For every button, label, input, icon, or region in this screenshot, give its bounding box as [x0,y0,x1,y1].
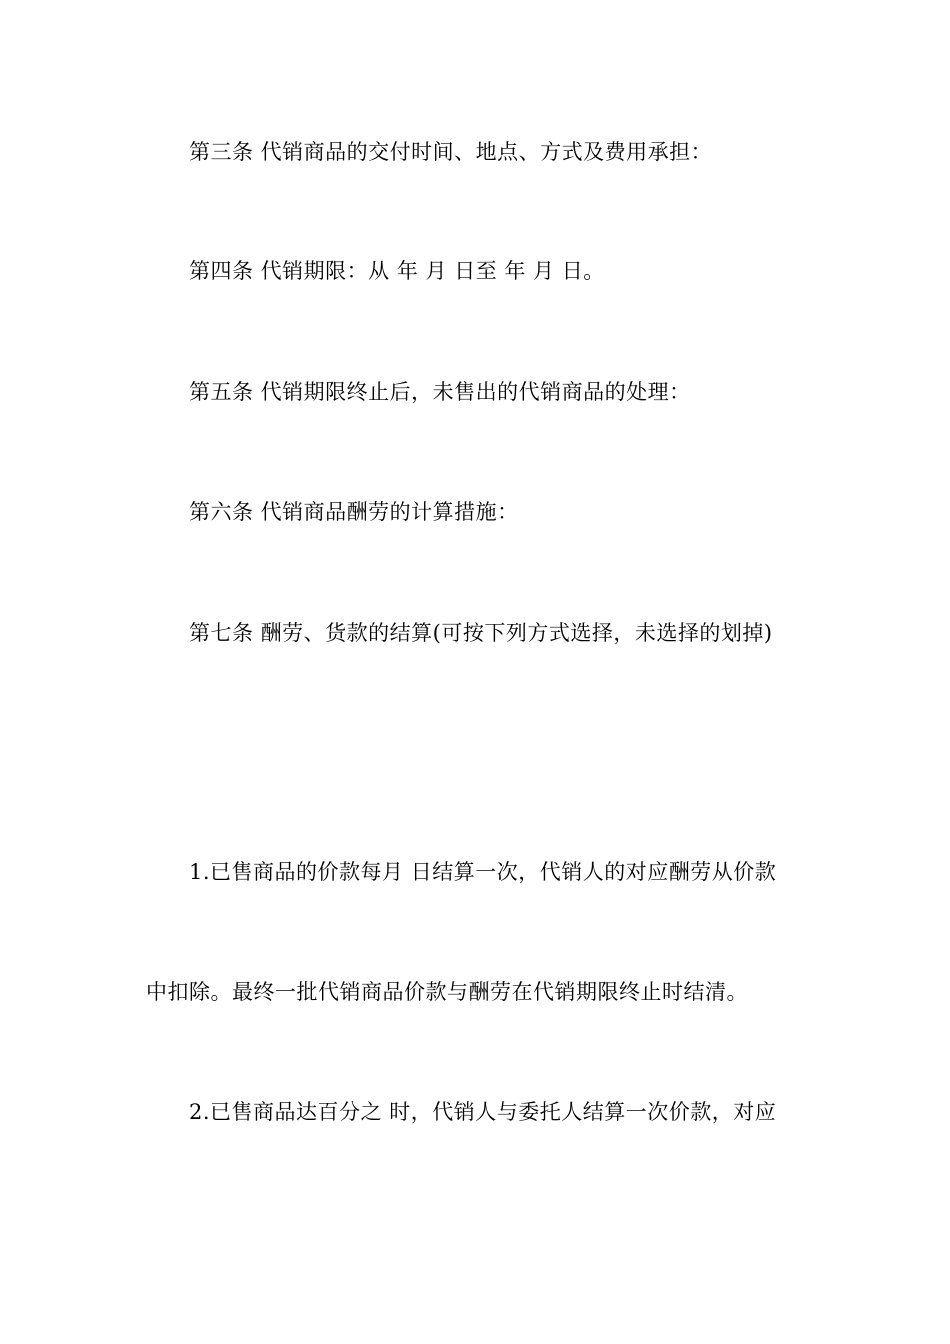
clause-7: 第七条 酬劳、货款的结算(可按下列方式选择，未选择的划掉) [189,621,773,645]
clause-4: 第四条 代销期限：从 年 月 日至 年 月 日。 [189,259,605,283]
clause-6: 第六条 代销商品酬劳的计算措施： [189,500,519,524]
option-1-line-2: 中扣除。最终一批代销商品价款与酬劳在代销期限终止时结清。 [146,980,748,1004]
clause-3: 第三条 代销商品的交付时间、地点、方式及费用承担： [189,140,713,164]
clause-5: 第五条 代销期限终止后，未售出的代销商品的处理： [189,380,691,404]
option-2-line-1: 2.已售商品达百分之 时，代销人与委托人结算一次价款，对应 [189,1100,777,1124]
option-1-line-1: 1.已售商品的价款每月 日结算一次，代销人的对应酬劳从价款 [189,860,777,884]
